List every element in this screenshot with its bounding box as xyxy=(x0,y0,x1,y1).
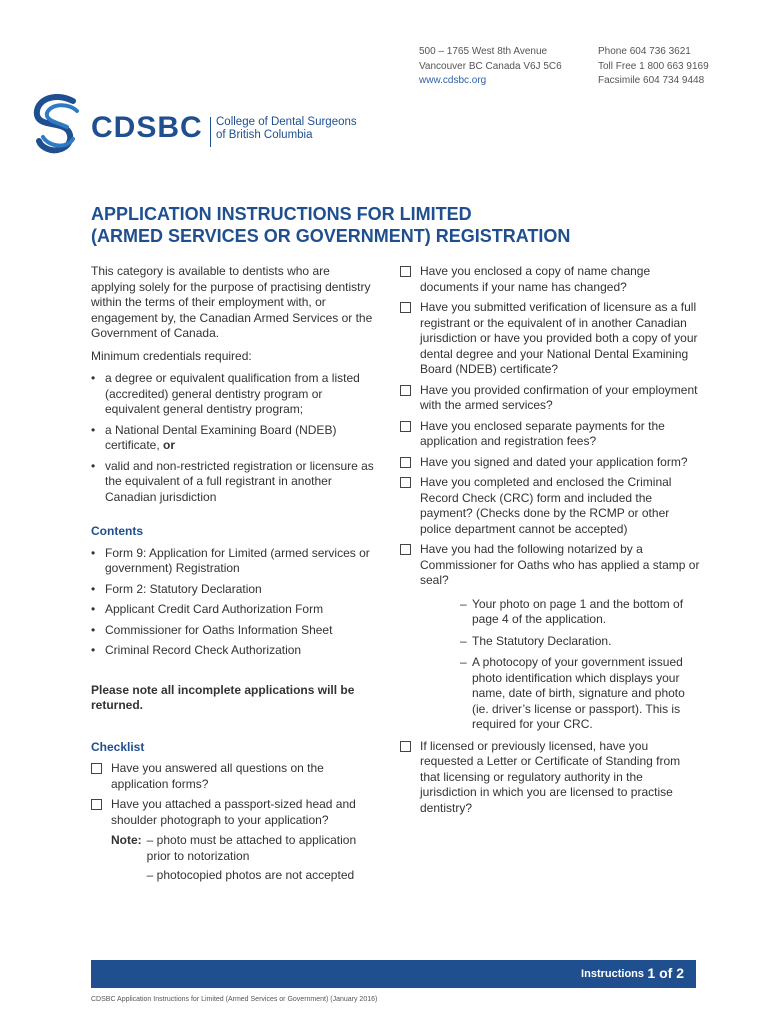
right-column xyxy=(400,264,700,821)
list-item: • Form 2: Statutory Declaration xyxy=(91,582,376,598)
address-line: 500 – 1765 West 8th Avenue xyxy=(419,46,548,57)
list-item: • valid and non-restricted registration or licensure as the equivalent of a full registrant in another Canadian jurisdiction xyxy=(91,459,376,506)
checklist-text: Have you answered all questions on the application forms? xyxy=(111,761,324,791)
list-item: – The Statutory Declaration. xyxy=(460,634,700,650)
contents-heading: Contents xyxy=(91,524,143,538)
checklist-item xyxy=(91,797,376,828)
checklist-item xyxy=(91,761,376,792)
cdsbc-logo-icon xyxy=(33,93,83,157)
photo-note xyxy=(111,833,376,888)
checklist-item xyxy=(400,419,700,450)
page-title xyxy=(91,203,691,247)
checkbox[interactable] xyxy=(400,477,411,488)
checkbox[interactable] xyxy=(400,544,411,555)
list-item: – A photocopy of your government issued photo identification which displays your name, date of birth, signature and photo (ie. driver’s license or passport). This is required for your CRC. xyxy=(460,655,700,733)
logo-acronym: CDSBC xyxy=(91,111,203,144)
list-item: • Criminal Record Check Authorization xyxy=(91,643,376,659)
checkbox[interactable] xyxy=(400,302,411,313)
checklist-text: Have you enclosed separate payments for the application and registration fees? xyxy=(420,418,665,448)
logo-name-line: of British Columbia xyxy=(216,129,313,141)
intro-text: This category is available to dentists who are applying solely for the purpose of practising dentistry within the terms of their employment with, or engagement by, the Canadian Armed Services or the Government of Canada. xyxy=(91,264,373,340)
checkbox[interactable] xyxy=(400,457,411,468)
checklist-text: Have you had the following notarized by a Commissioner for Oaths who has applied a stamp or seal? xyxy=(420,542,700,587)
checklist-item xyxy=(400,475,700,537)
website-link[interactable]: www.cdsbc.org xyxy=(419,75,487,86)
checklist-item xyxy=(400,300,700,378)
phone-line: Toll Free 1 800 663 9169 xyxy=(598,60,709,72)
note-label: Note: xyxy=(111,833,142,847)
page-number: 1 of 2 xyxy=(647,965,684,981)
checklist-item xyxy=(400,455,700,471)
note-line: – photo must be attached to application prior to notorization xyxy=(146,833,357,863)
checkbox[interactable] xyxy=(91,763,102,774)
left-column xyxy=(91,264,376,888)
list-item: • Form 9: Application for Limited (armed services or government) Registration xyxy=(91,546,376,577)
address-line: Vancouver BC Canada V6J 5C6 xyxy=(419,60,562,72)
phone-line: Phone 604 736 3621 xyxy=(598,46,691,57)
list-item: • a degree or equivalent qualification from a listed (accredited) general dentistry program or equivalent general dentistry program; xyxy=(91,371,376,418)
checkbox[interactable] xyxy=(400,385,411,396)
logo-fullname xyxy=(216,116,357,142)
header-phones xyxy=(598,45,709,89)
credentials-list xyxy=(91,371,376,505)
checklist-text: Have you submitted verification of licensure as a full registrant or the equivalent of in another Canadian jurisdiction or have you provided both a copy of your dental degree and your National Dental Examining Board (NDEB) certificate? xyxy=(420,300,698,376)
checklist-text: If licensed or previously licensed, have you requested a Letter or Certificate of Standing from that licensing or regulatory authority in the jurisdiction in which you are licensed to practise dentistry? xyxy=(420,738,681,815)
logo-divider xyxy=(210,117,211,147)
title-line: APPLICATION INSTRUCTIONS FOR LIMITED xyxy=(91,204,472,224)
min-credentials-label: Minimum credentials required: xyxy=(91,348,252,363)
checkbox[interactable] xyxy=(91,799,102,810)
footer-label: Instructions xyxy=(581,968,644,980)
or-label: or xyxy=(163,438,176,452)
list-item: • Applicant Credit Card Authorization Form xyxy=(91,602,376,618)
checklist-text: Have you enclosed a copy of name change documents if your name has changed? xyxy=(420,264,651,294)
checklist-text: Have you signed and dated your application form? xyxy=(420,454,688,469)
footer-bar xyxy=(91,960,696,988)
list-item xyxy=(91,423,376,454)
checkbox[interactable] xyxy=(400,741,411,752)
note-line: – photocopied photos are not accepted xyxy=(146,868,355,882)
logo-name-line: College of Dental Surgeons xyxy=(216,116,357,128)
checklist-text: Have you attached a passport-sized head and shoulder photograph to your application? xyxy=(111,797,356,827)
note-lines xyxy=(147,833,376,888)
list-item: – Your photo on page 1 and the bottom of page 4 of the application. xyxy=(460,597,700,628)
checkbox[interactable] xyxy=(400,421,411,432)
checklist-text: Have you completed and enclosed the Criminal Record Check (CRC) form and included the payment? (Checks done by the RCMP or other police department cannot be accepted) xyxy=(420,475,672,536)
notarized-list xyxy=(400,597,700,733)
header-address xyxy=(419,45,562,89)
checklist-heading: Checklist xyxy=(91,739,145,754)
checklist-item xyxy=(400,264,700,295)
list-item-text: a National Dental Examining Board (NDEB) certificate, xyxy=(105,422,337,452)
list-item: • Commissioner for Oaths Information Sheet xyxy=(91,623,376,639)
checklist-item xyxy=(400,542,700,589)
phone-line: Facsimile 604 734 9448 xyxy=(598,75,705,86)
title-line: (ARMED SERVICES OR GOVERNMENT) REGISTRATION xyxy=(91,226,571,246)
document-reference: CDSBC Application Instructions for Limited (Armed Services or Government) (January 2016) xyxy=(91,996,378,1003)
contents-list xyxy=(91,546,376,659)
incomplete-note: Please note all incomplete applications will be returned. xyxy=(91,682,355,712)
checklist-item xyxy=(400,383,700,414)
checkbox[interactable] xyxy=(400,266,411,277)
checklist-text: Have you provided confirmation of your employment with the armed services? xyxy=(420,382,698,412)
checklist-item xyxy=(400,739,700,817)
